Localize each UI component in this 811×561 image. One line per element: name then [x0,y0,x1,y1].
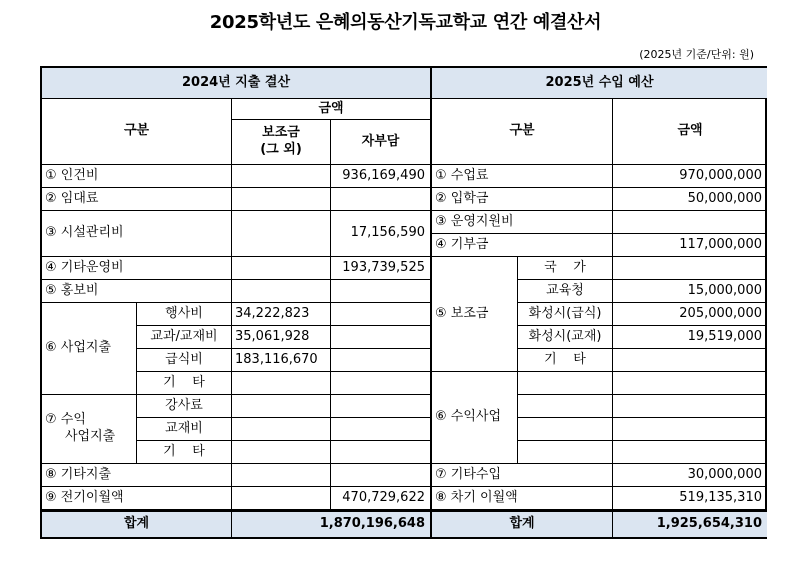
other-ops-self: 193,739,525 [331,257,432,280]
carryover-label: ⑨ 전기이월액 [42,487,232,510]
pr-self [331,280,432,303]
profit-business-sub-4 [518,441,613,464]
profit-business-label: ⑥ 수익사업 [432,372,518,464]
page-title: 2025학년도 은혜의동산기독교학교 연간 예결산서 [209,12,602,33]
other-exp-self [331,464,432,487]
personnel-self: 936,169,490 [331,165,432,188]
ops-support-label: ③ 운영지원비 [432,211,613,234]
budget-table [40,66,767,539]
textbook-label: 교재비 [137,418,232,441]
national-amount [613,257,767,280]
personnel-subsidy [232,165,331,188]
city-materials-label: 화성시(교재) [518,326,613,349]
profit-business-sub-3 [518,418,613,441]
right-category-header: 구분 [432,99,613,165]
subsidy-header [232,120,331,165]
other-ops-label: ④ 기타운영비 [42,257,232,280]
left-amount-header: 금액 [232,99,432,120]
personnel-label: ① 인건비 [42,165,232,188]
rent-subsidy [232,188,331,211]
right-total-value: 1,925,654,310 [613,510,767,537]
next-carryover-amount: 519,135,310 [613,487,767,510]
rent-self [331,188,432,211]
facility-label: ③ 시설관리비 [42,211,232,257]
right-amount-header: 금액 [613,99,767,165]
right-section-header: 2025년 수입 예산 [432,68,767,99]
materials-self [331,326,432,349]
subsidy-header-line1: 보조금 [262,125,300,141]
other-exp-subsidy [232,464,331,487]
events-label: 행사비 [137,303,232,326]
events-subsidy: 34,222,823 [232,303,331,326]
profit-business-amount-1 [613,372,767,395]
profit-business-amount-2 [613,395,767,418]
right-total-label: 합계 [432,510,613,537]
self-pay-header: 자부담 [331,120,432,165]
ops-support-amount [613,211,767,234]
facility-self: 17,156,590 [331,211,432,257]
meals-subsidy: 183,116,670 [232,349,331,372]
meals-self [331,349,432,372]
profit-business-sub-1 [518,372,613,395]
national-label: 국 가 [518,257,613,280]
left-total-label: 합계 [42,510,232,537]
rent-label: ② 임대료 [42,188,232,211]
profit-business-amount-4 [613,441,767,464]
pr-label: ⑤ 홍보비 [42,280,232,303]
subsidy-etc-amount [613,349,767,372]
lecturer-label: 강사료 [137,395,232,418]
other-exp-label: ⑧ 기타지출 [42,464,232,487]
pr-subsidy [232,280,331,303]
business-label: ⑥ 사업지출 [42,303,137,395]
subsidy-etc-label: 기 타 [518,349,613,372]
left-category-header: 구분 [42,99,232,165]
subsidy-label: ⑤ 보조금 [432,257,518,372]
lecturer-subsidy [232,395,331,418]
business-etc-label: 기 타 [137,372,232,395]
carryover-subsidy [232,487,331,510]
left-section-header: 2024년 지출 결산 [42,68,432,99]
admission-label: ② 입학금 [432,188,613,211]
events-self [331,303,432,326]
profit-business-amount-3 [613,418,767,441]
donation-amount: 117,000,000 [613,234,767,257]
city-meals-label: 화성시(급식) [518,303,613,326]
textbook-self [331,418,432,441]
facility-subsidy [232,211,331,257]
education-office-label: 교육청 [518,280,613,303]
other-ops-subsidy [232,257,331,280]
other-income-amount: 30,000,000 [613,464,767,487]
tuition-amount: 970,000,000 [613,165,767,188]
city-materials-amount: 19,519,000 [613,326,767,349]
profit-label-line2: 사업지출 [65,429,116,444]
carryover-self: 470,729,622 [331,487,432,510]
next-carryover-label: ⑧ 차기 이월액 [432,487,613,510]
donation-label: ④ 기부금 [432,234,613,257]
tuition-label: ① 수업료 [432,165,613,188]
education-office-amount: 15,000,000 [613,280,767,303]
business-etc-subsidy [232,372,331,395]
profit-label-line1: ⑦ 수익 [45,412,86,428]
materials-label: 교과/교재비 [137,326,232,349]
left-total-value: 1,870,196,648 [232,510,432,537]
lecturer-self [331,395,432,418]
admission-amount: 50,000,000 [613,188,767,211]
textbook-subsidy [232,418,331,441]
unit-note: (2025년 기준/단위: 원) [639,48,754,61]
materials-subsidy: 35,061,928 [232,326,331,349]
profit-business-sub-2 [518,395,613,418]
business-etc-self [331,372,432,395]
other-income-label: ⑦ 기타수입 [432,464,613,487]
profit-etc-label: 기 타 [137,441,232,464]
meals-label: 급식비 [137,349,232,372]
profit-label [42,395,137,464]
profit-etc-subsidy [232,441,331,464]
subsidy-header-line2: (그 외) [260,142,302,157]
city-meals-amount: 205,000,000 [613,303,767,326]
profit-etc-self [331,441,432,464]
